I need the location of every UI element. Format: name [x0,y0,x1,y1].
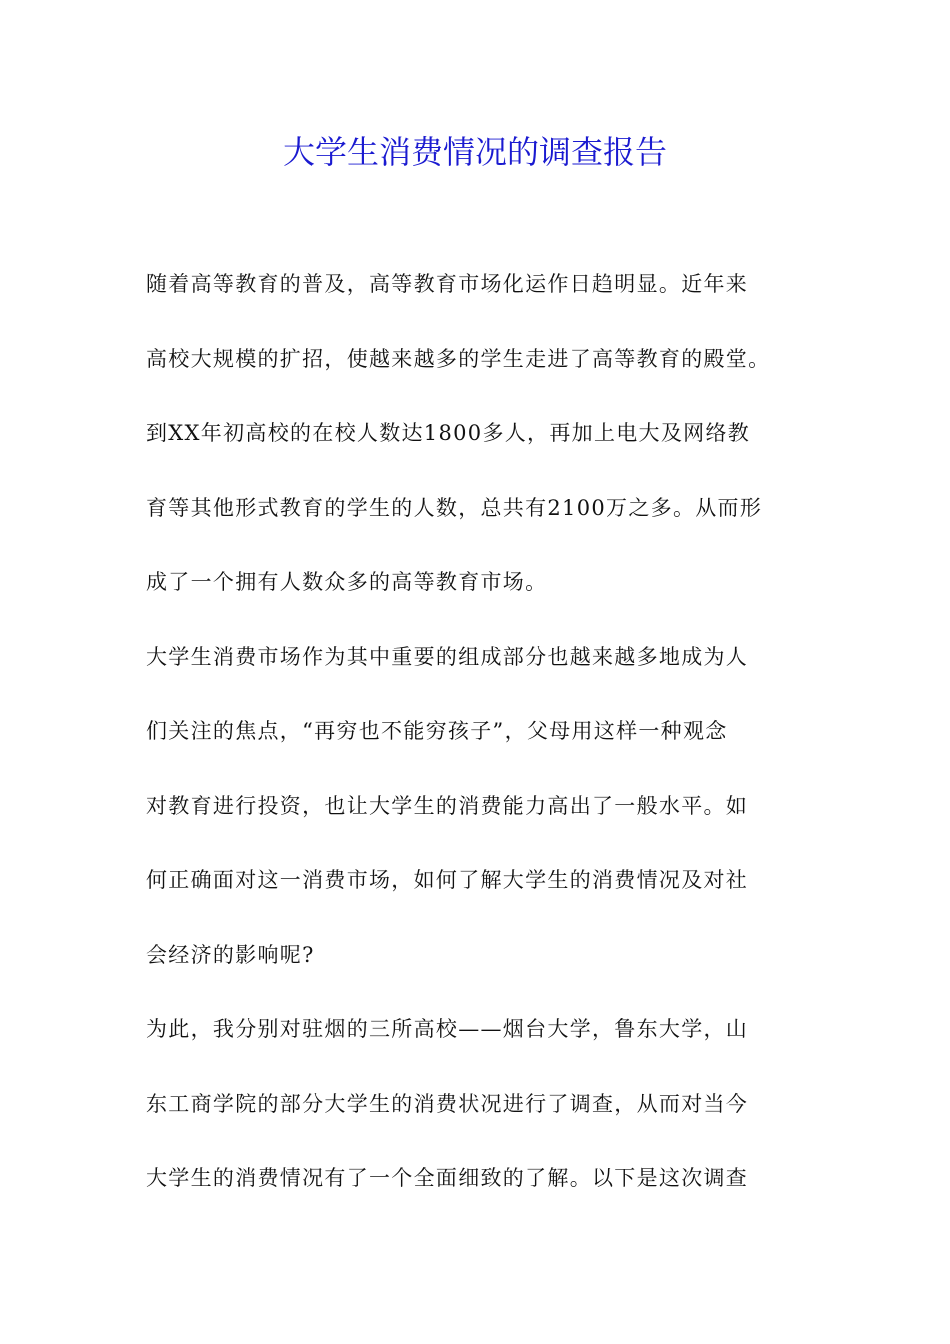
text-line: 何正确面对这一消费市场，如何了解大学生的消费情况及对社 [146,868,749,892]
text-line: 东工商学院的部分大学生的消费状况进行了调查，从而对当今 [146,1091,749,1116]
text-line: 随着高等教育的普及，高等教育市场化运作日趋明显。近年来 [146,272,749,296]
text-line: 到XX年初高校的在校人数达1800多人，再加上电大及网络教 [146,421,751,445]
text-line: 们关注的焦点，“再穷也不能穷孩子”，父母用这样一种观念 [146,719,728,743]
document-title: 大学生消费情况的调查报告 [282,133,667,171]
text-line: 为此，我分别对驻烟的三所高校——烟台大学，鲁东大学，山 [146,1017,749,1041]
document-body [146,262,806,1231]
text-line: 大学生消费市场作为其中重要的组成部分也越来越多地成为人 [146,644,749,669]
text-line: 会经济的影响呢? [146,942,315,967]
text-line: 高校大规模的扩招，使越来越多的学生走进了高等教育的殿堂。 [146,346,771,371]
text-line: 育等其他形式教育的学生的人数，总共有2100万之多。从而形 [146,495,763,520]
text-line: 成了一个拥有人数众多的高等教育市场。 [146,570,548,594]
text-line: 大学生的消费情况有了一个全面细致的了解。以下是这次调查 [146,1166,749,1190]
text-line: 对教育进行投资，也让大学生的消费能力高出了一般水平。如 [146,793,749,818]
